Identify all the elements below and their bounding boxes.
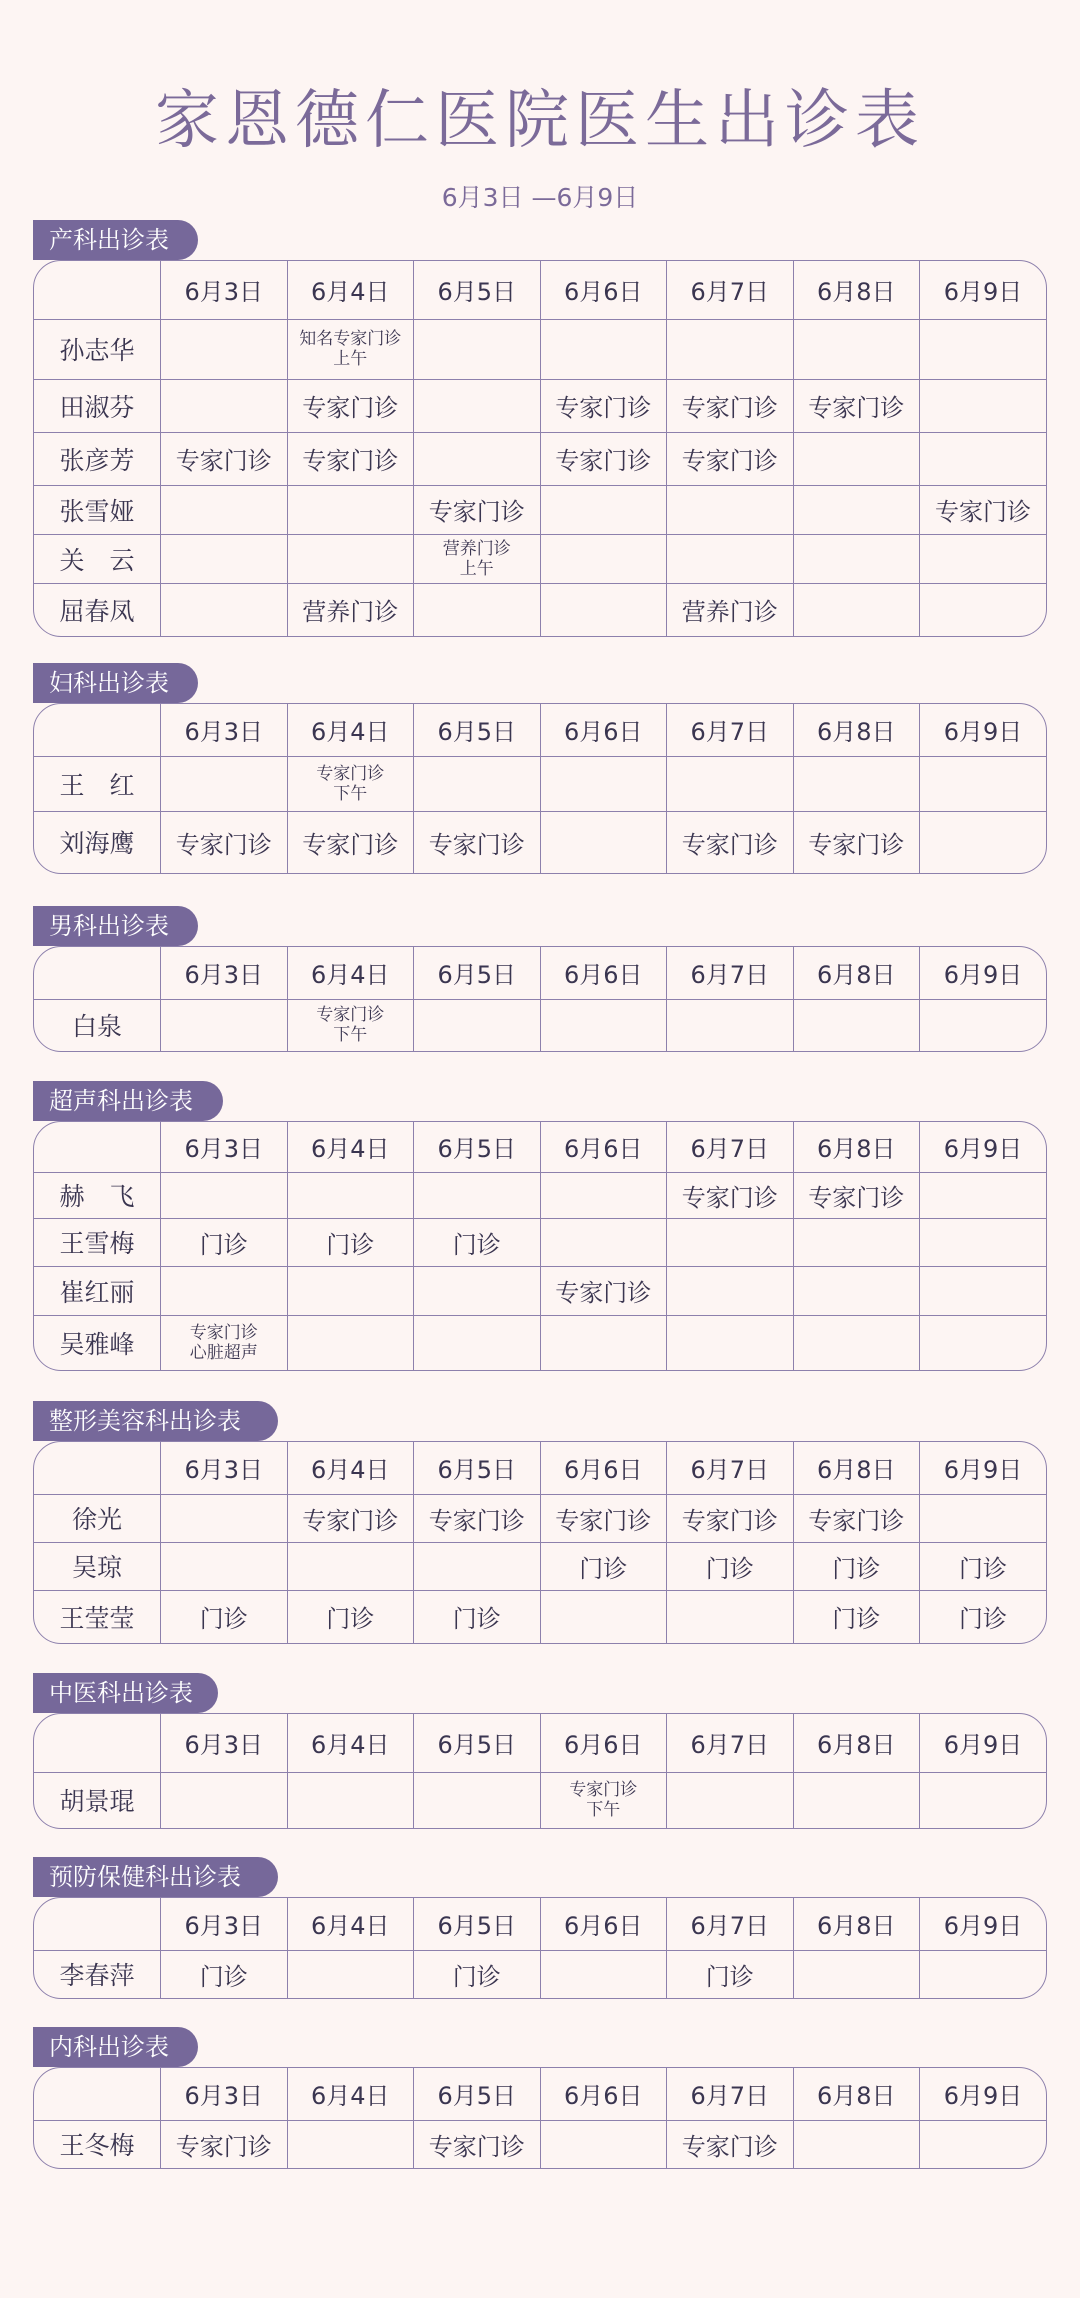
date-header: 6月6日 xyxy=(540,1442,667,1494)
schedule-cell xyxy=(920,756,1047,811)
schedule-cell xyxy=(540,485,667,534)
schedule-cell xyxy=(540,999,667,1051)
schedule-cell xyxy=(161,485,288,534)
schedule-cell: 门诊 xyxy=(161,1950,288,1998)
schedule-cell: 门诊 xyxy=(667,1542,794,1590)
schedule-cell: 门诊 xyxy=(959,1605,1007,1634)
schedule-table xyxy=(34,947,1046,1051)
schedule-cell xyxy=(667,1315,794,1370)
date-header: 6月8日 xyxy=(793,1122,920,1172)
schedule-cell xyxy=(414,379,541,432)
doctor-name: 吴琼 xyxy=(34,1542,161,1590)
doctor-name: 屈春凤 xyxy=(34,583,161,636)
schedule-table xyxy=(34,1898,1046,1998)
schedule-cell xyxy=(161,379,288,432)
date-header: 6月9日 xyxy=(920,1122,1047,1172)
schedule-cell xyxy=(540,1772,667,1828)
schedule-cell xyxy=(667,999,794,1051)
date-header: 6月4日 xyxy=(287,704,414,756)
date-header: 6月4日 xyxy=(287,1714,414,1772)
schedule-cell xyxy=(287,999,414,1051)
date-header: 6月6日 xyxy=(540,1714,667,1772)
schedule-cell: 专家门诊 xyxy=(667,432,794,485)
schedule-cell: 专家门诊 xyxy=(414,1494,541,1542)
schedule-cell: 专家门诊 xyxy=(414,2120,541,2168)
schedule-cell xyxy=(920,534,1047,583)
date-header: 6月6日 xyxy=(540,261,667,319)
cell-line: 专家门诊 xyxy=(569,1780,638,1801)
date-header: 6月7日 xyxy=(667,261,794,319)
table-row xyxy=(34,1542,1046,1590)
schedule-cell: 门诊 xyxy=(414,1218,541,1266)
date-header: 6月9日 xyxy=(920,947,1047,999)
schedule-cell xyxy=(540,1315,667,1370)
schedule-cell: 专家门诊 xyxy=(287,432,414,485)
schedule-cell xyxy=(287,1172,414,1218)
schedule-cell: 专家门诊 xyxy=(793,1172,920,1218)
date-header: 6月9日 xyxy=(920,2068,1047,2120)
schedule-cell xyxy=(540,319,667,379)
table-row xyxy=(34,583,1046,636)
schedule-cell: 门诊 xyxy=(667,1950,794,1998)
schedule-cell: 门诊 xyxy=(540,1542,667,1590)
table-row xyxy=(34,2120,1046,2168)
date-header: 6月6日 xyxy=(540,1122,667,1172)
cell-line: 营养门诊 xyxy=(442,538,511,559)
schedule-cell xyxy=(793,999,920,1051)
schedule-cell xyxy=(920,1266,1047,1315)
date-header: 6月4日 xyxy=(287,1898,414,1950)
header-corner xyxy=(34,704,161,756)
date-header: 6月8日 xyxy=(793,261,920,319)
date-header: 6月4日 xyxy=(287,947,414,999)
schedule-cell xyxy=(920,1494,1047,1542)
table-row xyxy=(34,1772,1046,1828)
date-header: 6月3日 xyxy=(161,1898,288,1950)
doctor-name: 田淑芬 xyxy=(34,379,161,432)
schedule-cell xyxy=(287,534,414,583)
table-row xyxy=(34,1950,1046,1998)
schedule-cell: 专家门诊 xyxy=(287,379,414,432)
schedule-cell xyxy=(793,2120,920,2168)
schedule-cell xyxy=(414,999,541,1051)
schedule-cell xyxy=(414,432,541,485)
header-row xyxy=(34,2068,1046,2120)
header-corner xyxy=(34,1714,161,1772)
schedule-cell xyxy=(793,534,920,583)
schedule-cell: 门诊 xyxy=(287,1590,414,1643)
schedule-cell xyxy=(414,1542,541,1590)
schedule-cell xyxy=(667,1590,794,1643)
schedule-cell xyxy=(161,1266,288,1315)
date-header: 6月5日 xyxy=(414,1442,541,1494)
doctor-name: 吴雅峰 xyxy=(34,1315,161,1370)
schedule-table-box xyxy=(33,1897,1047,1999)
date-header: 6月8日 xyxy=(793,1898,920,1950)
schedule-cell xyxy=(161,1315,288,1370)
schedule-cell: 专家门诊 xyxy=(161,432,288,485)
schedule-cell xyxy=(793,583,920,636)
schedule-cell xyxy=(161,1542,288,1590)
table-row xyxy=(34,1315,1046,1370)
date-header: 6月8日 xyxy=(793,2068,920,2120)
schedule-cell: 专家门诊 xyxy=(793,811,920,873)
schedule-cell xyxy=(161,534,288,583)
schedule-cell: 专家门诊 xyxy=(414,485,541,534)
schedule-cell xyxy=(161,583,288,636)
schedule-cell xyxy=(414,319,541,379)
schedule-cell: 专家门诊 xyxy=(540,1494,667,1542)
schedule-cell xyxy=(540,1218,667,1266)
schedule-cell: 专家门诊 xyxy=(667,1494,794,1542)
schedule-table-box xyxy=(33,1713,1047,1829)
schedule-table-box xyxy=(33,1441,1047,1644)
schedule-cell xyxy=(161,1494,288,1542)
date-header: 6月7日 xyxy=(667,1714,794,1772)
schedule-table xyxy=(34,1122,1046,1370)
schedule-cell: 门诊 xyxy=(161,1218,288,1266)
date-header: 6月6日 xyxy=(540,947,667,999)
table-row xyxy=(34,1218,1046,1266)
date-header: 6月9日 xyxy=(920,261,1047,319)
schedule-cell xyxy=(161,999,288,1051)
schedule-cell: 营养门诊 xyxy=(287,583,414,636)
table-row xyxy=(34,1266,1046,1315)
date-header: 6月3日 xyxy=(161,704,288,756)
section-title: 内科出诊表 xyxy=(33,2027,198,2067)
header-corner xyxy=(34,1122,161,1172)
date-header: 6月5日 xyxy=(414,2068,541,2120)
schedule-cell xyxy=(667,485,794,534)
schedule-cell xyxy=(920,1315,1047,1370)
schedule-cell xyxy=(793,319,920,379)
date-header: 6月9日 xyxy=(920,704,1047,756)
date-header: 6月4日 xyxy=(287,2068,414,2120)
date-header: 6月7日 xyxy=(667,1442,794,1494)
header-corner xyxy=(34,1442,161,1494)
header-corner xyxy=(34,2068,161,2120)
date-header: 6月3日 xyxy=(161,1122,288,1172)
table-row xyxy=(34,811,1046,873)
table-row xyxy=(34,379,1046,432)
table-row xyxy=(34,319,1046,379)
schedule-cell xyxy=(667,756,794,811)
doctor-name: 张雪娅 xyxy=(34,485,161,534)
date-header: 6月7日 xyxy=(667,1898,794,1950)
schedule-cell xyxy=(287,485,414,534)
schedule-cell: 门诊 xyxy=(793,1590,920,1643)
schedule-cell xyxy=(540,1172,667,1218)
cell-line: 知名专家门诊 xyxy=(299,329,402,349)
schedule-cell: 专家门诊 xyxy=(540,432,667,485)
schedule-cell xyxy=(793,1772,920,1828)
schedule-cell xyxy=(540,583,667,636)
schedule-cell xyxy=(920,1218,1047,1266)
header-row xyxy=(34,1442,1046,1494)
table-row xyxy=(34,1494,1046,1542)
schedule-cell xyxy=(161,1772,288,1828)
date-header: 6月3日 xyxy=(161,2068,288,2120)
section-title: 中医科出诊表 xyxy=(33,1673,218,1713)
schedule-cell: 专家门诊 xyxy=(161,2120,288,2168)
schedule-table-box xyxy=(33,946,1047,1052)
schedule-cell xyxy=(287,1950,414,1998)
cell-line: 专家门诊 xyxy=(316,1005,385,1026)
date-header: 6月5日 xyxy=(414,704,541,756)
schedule-cell xyxy=(540,1590,667,1643)
date-header: 6月4日 xyxy=(287,261,414,319)
schedule-cell xyxy=(667,319,794,379)
section-title: 整形美容科出诊表 xyxy=(33,1401,278,1441)
schedule-cell xyxy=(920,1950,1047,1998)
section-title: 男科出诊表 xyxy=(33,906,198,946)
schedule-cell xyxy=(667,1218,794,1266)
schedule-table-box xyxy=(33,703,1047,874)
schedule-table xyxy=(34,1442,1046,1643)
table-row xyxy=(34,1172,1046,1218)
date-header: 6月5日 xyxy=(414,1898,541,1950)
schedule-cell xyxy=(667,1266,794,1315)
schedule-cell xyxy=(920,1772,1047,1828)
schedule-cell xyxy=(920,999,1047,1051)
section-title: 妇科出诊表 xyxy=(33,663,198,703)
doctor-name: 王 红 xyxy=(34,756,161,811)
schedule-cell xyxy=(287,1772,414,1828)
doctor-name: 刘海鹰 xyxy=(34,811,161,873)
date-range: 6月3日 —6月9日 xyxy=(441,183,639,212)
date-header: 6月8日 xyxy=(793,704,920,756)
schedule-cell xyxy=(287,319,414,379)
date-header: 6月6日 xyxy=(540,1898,667,1950)
date-header: 6月7日 xyxy=(667,704,794,756)
table-row xyxy=(34,485,1046,534)
schedule-cell xyxy=(920,583,1047,636)
schedule-cell xyxy=(414,1172,541,1218)
schedule-cell xyxy=(540,2120,667,2168)
schedule-cell: 门诊 xyxy=(920,1542,1047,1590)
doctor-name: 王雪梅 xyxy=(34,1218,161,1266)
doctor-name: 白泉 xyxy=(34,999,161,1051)
date-header: 6月7日 xyxy=(667,2068,794,2120)
schedule-cell xyxy=(920,432,1047,485)
date-header: 6月6日 xyxy=(540,2068,667,2120)
schedule-cell: 专家门诊 xyxy=(287,811,414,873)
page-title: 家恩德仁医院医生出诊表 xyxy=(155,84,925,158)
schedule-table xyxy=(34,704,1046,873)
doctor-name: 王莹莹 xyxy=(34,1590,161,1643)
schedule-cell: 专家门诊 xyxy=(414,811,541,873)
header-row xyxy=(34,1122,1046,1172)
schedule-cell: 专家门诊 xyxy=(667,1172,794,1218)
cell-line: 下午 xyxy=(586,1800,621,1821)
date-header: 6月8日 xyxy=(793,1442,920,1494)
schedule-table xyxy=(34,2068,1046,2168)
date-header: 6月8日 xyxy=(793,947,920,999)
section-title: 预防保健科出诊表 xyxy=(33,1857,278,1897)
header-row xyxy=(34,261,1046,319)
cell-line: 上午 xyxy=(459,558,494,579)
schedule-table-box xyxy=(33,1121,1047,1371)
schedule-cell xyxy=(540,1950,667,1998)
date-header: 6月8日 xyxy=(793,1714,920,1772)
schedule-cell xyxy=(793,1266,920,1315)
schedule-cell xyxy=(414,1772,541,1828)
doctor-name: 崔红丽 xyxy=(34,1266,161,1315)
date-header: 6月5日 xyxy=(414,947,541,999)
schedule-cell xyxy=(667,534,794,583)
table-row xyxy=(34,534,1046,583)
header-corner xyxy=(34,1898,161,1950)
schedule-cell: 专家门诊 xyxy=(667,379,794,432)
schedule-cell xyxy=(540,811,667,873)
header-corner xyxy=(34,261,161,319)
schedule-table xyxy=(34,261,1046,636)
date-header: 6月3日 xyxy=(161,947,288,999)
schedule-cell xyxy=(667,1772,794,1828)
cell-line: 专家门诊 xyxy=(189,1322,258,1343)
date-header: 6月4日 xyxy=(287,1122,414,1172)
schedule-cell xyxy=(920,319,1047,379)
schedule-table-box xyxy=(33,260,1047,637)
header-row xyxy=(34,947,1046,999)
header-row xyxy=(34,704,1046,756)
cell-line: 下午 xyxy=(333,1025,368,1046)
schedule-cell xyxy=(920,2120,1047,2168)
schedule-cell xyxy=(793,756,920,811)
date-header: 6月7日 xyxy=(667,947,794,999)
cell-line: 心脏超声 xyxy=(189,1342,258,1363)
schedule-cell: 门诊 xyxy=(287,1218,414,1266)
schedule-cell: 门诊 xyxy=(414,1590,541,1643)
date-header: 6月3日 xyxy=(161,1442,288,1494)
schedule-cell: 门诊 xyxy=(414,1950,541,1998)
schedule-cell xyxy=(414,583,541,636)
date-header: 6月5日 xyxy=(414,261,541,319)
date-header: 6月3日 xyxy=(161,1714,288,1772)
doctor-name: 张彦芳 xyxy=(34,432,161,485)
schedule-cell: 专家门诊 xyxy=(287,1494,414,1542)
table-row xyxy=(34,756,1046,811)
date-header: 6月9日 xyxy=(920,1714,1047,1772)
date-header: 6月5日 xyxy=(414,1714,541,1772)
table-row xyxy=(34,432,1046,485)
header-row xyxy=(34,1898,1046,1950)
schedule-cell xyxy=(920,811,1047,873)
schedule-cell xyxy=(287,1542,414,1590)
schedule-cell xyxy=(414,756,541,811)
schedule-cell: 专家门诊 xyxy=(161,811,288,873)
schedule-cell xyxy=(287,756,414,811)
schedule-cell xyxy=(414,1315,541,1370)
schedule-cell xyxy=(540,756,667,811)
schedule-cell xyxy=(287,1266,414,1315)
doctor-name: 赫 飞 xyxy=(34,1172,161,1218)
schedule-cell: 专家门诊 xyxy=(920,485,1047,534)
schedule-cell: 专家门诊 xyxy=(667,811,794,873)
doctor-name: 孙志华 xyxy=(34,319,161,379)
date-header: 6月4日 xyxy=(287,1442,414,1494)
schedule-cell: 专家门诊 xyxy=(793,379,920,432)
schedule-cell xyxy=(920,379,1047,432)
date-header: 6月3日 xyxy=(161,261,288,319)
doctor-name: 关 云 xyxy=(34,534,161,583)
schedule-cell xyxy=(161,756,288,811)
schedule-cell: 门诊 xyxy=(793,1542,920,1590)
date-header: 6月9日 xyxy=(920,1442,1047,1494)
header-corner xyxy=(34,947,161,999)
schedule-cell xyxy=(414,1266,541,1315)
schedule-cell xyxy=(161,319,288,379)
schedule-cell: 门诊 xyxy=(161,1590,288,1643)
date-header: 6月7日 xyxy=(667,1122,794,1172)
doctor-name: 胡景琨 xyxy=(34,1772,161,1828)
schedule-cell: 专家门诊 xyxy=(667,2120,794,2168)
schedule-table-box xyxy=(33,2067,1047,2169)
cell-line: 上午 xyxy=(333,349,368,369)
schedule-cell: 专家门诊 xyxy=(540,379,667,432)
schedule-table xyxy=(34,1714,1046,1828)
table-row xyxy=(34,999,1046,1051)
date-header: 6月5日 xyxy=(414,1122,541,1172)
section-title: 产科出诊表 xyxy=(33,220,198,260)
doctor-name: 李春萍 xyxy=(34,1950,161,1998)
doctor-name: 徐光 xyxy=(34,1494,161,1542)
doctor-name: 王冬梅 xyxy=(34,2120,161,2168)
schedule-cell xyxy=(793,485,920,534)
schedule-cell: 营养门诊 xyxy=(667,583,794,636)
schedule-cell xyxy=(793,1950,920,1998)
schedule-cell xyxy=(287,2120,414,2168)
table-row xyxy=(34,1590,1046,1643)
schedule-cell: 专家门诊 xyxy=(540,1266,667,1315)
schedule-cell xyxy=(793,1315,920,1370)
schedule-cell xyxy=(161,1172,288,1218)
date-header: 6月6日 xyxy=(540,704,667,756)
schedule-cell xyxy=(414,534,541,583)
section-title: 超声科出诊表 xyxy=(33,1081,223,1121)
schedule-cell xyxy=(287,1315,414,1370)
schedule-cell xyxy=(793,432,920,485)
header-row xyxy=(34,1714,1046,1772)
schedule-cell: 专家门诊 xyxy=(793,1494,920,1542)
schedule-cell xyxy=(540,534,667,583)
cell-line: 下午 xyxy=(333,783,368,804)
schedule-cell xyxy=(920,1172,1047,1218)
date-header: 6月9日 xyxy=(920,1898,1047,1950)
schedule-cell xyxy=(793,1218,920,1266)
cell-line: 专家门诊 xyxy=(316,763,385,784)
